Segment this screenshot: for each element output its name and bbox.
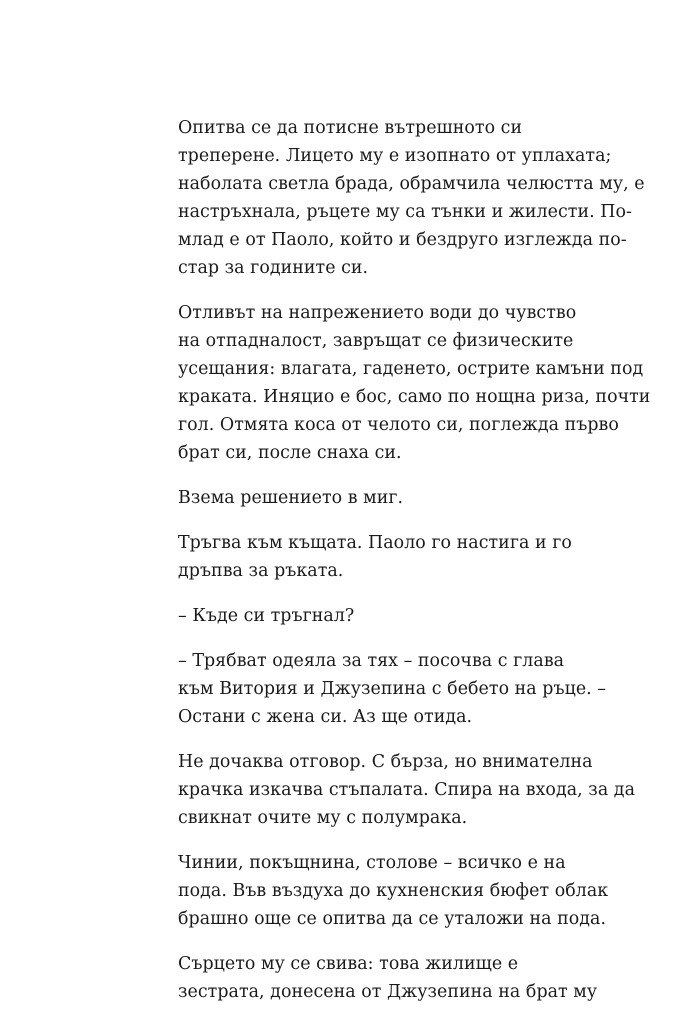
text-line: дръпва за ръката.	[178, 561, 344, 581]
text-line: треперене. Лицето му е изопнато от уплахата;	[178, 146, 612, 166]
text-line: Не дочаква отговор. С бърза, но внимателна	[178, 752, 593, 772]
text-line: гол. Отмята коса от челото си, поглежда първо	[178, 415, 619, 435]
paragraph	[142, 529, 572, 585]
text-line: стар за годините си.	[178, 258, 369, 278]
paragraph	[142, 114, 645, 282]
text-line: наболата светла брада, обрамчила челюстта му, е	[178, 174, 645, 194]
text-line: – Трябват одеяла за тях – посочва с глава	[178, 651, 565, 671]
paragraph	[142, 299, 651, 467]
text-line: настръхнала, ръцете му са тънки и жилести. По-	[178, 202, 632, 222]
body-text	[142, 114, 651, 1023]
text-line: брашно още се опитва да се уталожи на пода.	[178, 909, 607, 929]
text-line: към Витория и Джузепина с бебето на ръце. –	[178, 679, 607, 699]
text-line: пода. Във въздуха до кухненския бюфет облак	[178, 881, 609, 901]
paragraph	[142, 647, 607, 731]
text-line: Чинии, покъщнина, столове – всичко е на	[178, 853, 566, 873]
text-line: крачка изкачва стъпалата. Спира на входа, за да	[178, 780, 635, 800]
text-line: – Къде си тръгнал?	[178, 606, 355, 626]
text-line: Остани с жена си. Аз ще отида.	[178, 707, 473, 727]
text-line: Отливът на напрежението води до чувство	[178, 303, 577, 323]
paragraph	[142, 849, 609, 933]
text-line: зестрата, донесена от Джузепина на брат му	[178, 982, 598, 1002]
text-line: Сърцето му се свива: това жилище е	[178, 954, 519, 974]
text-line: на отпадналост, завръщат се физическите	[178, 331, 574, 351]
text-line: Тръгва към къщата. Паоло го настига и го	[178, 533, 572, 553]
paragraph	[142, 950, 598, 1006]
text-line: усещания: влагата, гаденето, острите камъни под	[178, 359, 644, 379]
text-line: свикнат очите му с полумрака.	[178, 808, 468, 828]
text-line: краката. Иняцио е бос, само по нощна риза, почти	[178, 387, 651, 407]
text-line: Взема решението в миг.	[178, 488, 404, 508]
paragraph	[142, 748, 635, 832]
text-line: млад е от Паоло, който и бездруго изглежда по-	[178, 230, 627, 250]
paragraph	[142, 484, 572, 512]
paragraph	[142, 602, 572, 630]
text-line: брат си, после снаха си.	[178, 443, 402, 463]
text-line: Опитва се да потисне вътрешното си	[178, 118, 523, 138]
